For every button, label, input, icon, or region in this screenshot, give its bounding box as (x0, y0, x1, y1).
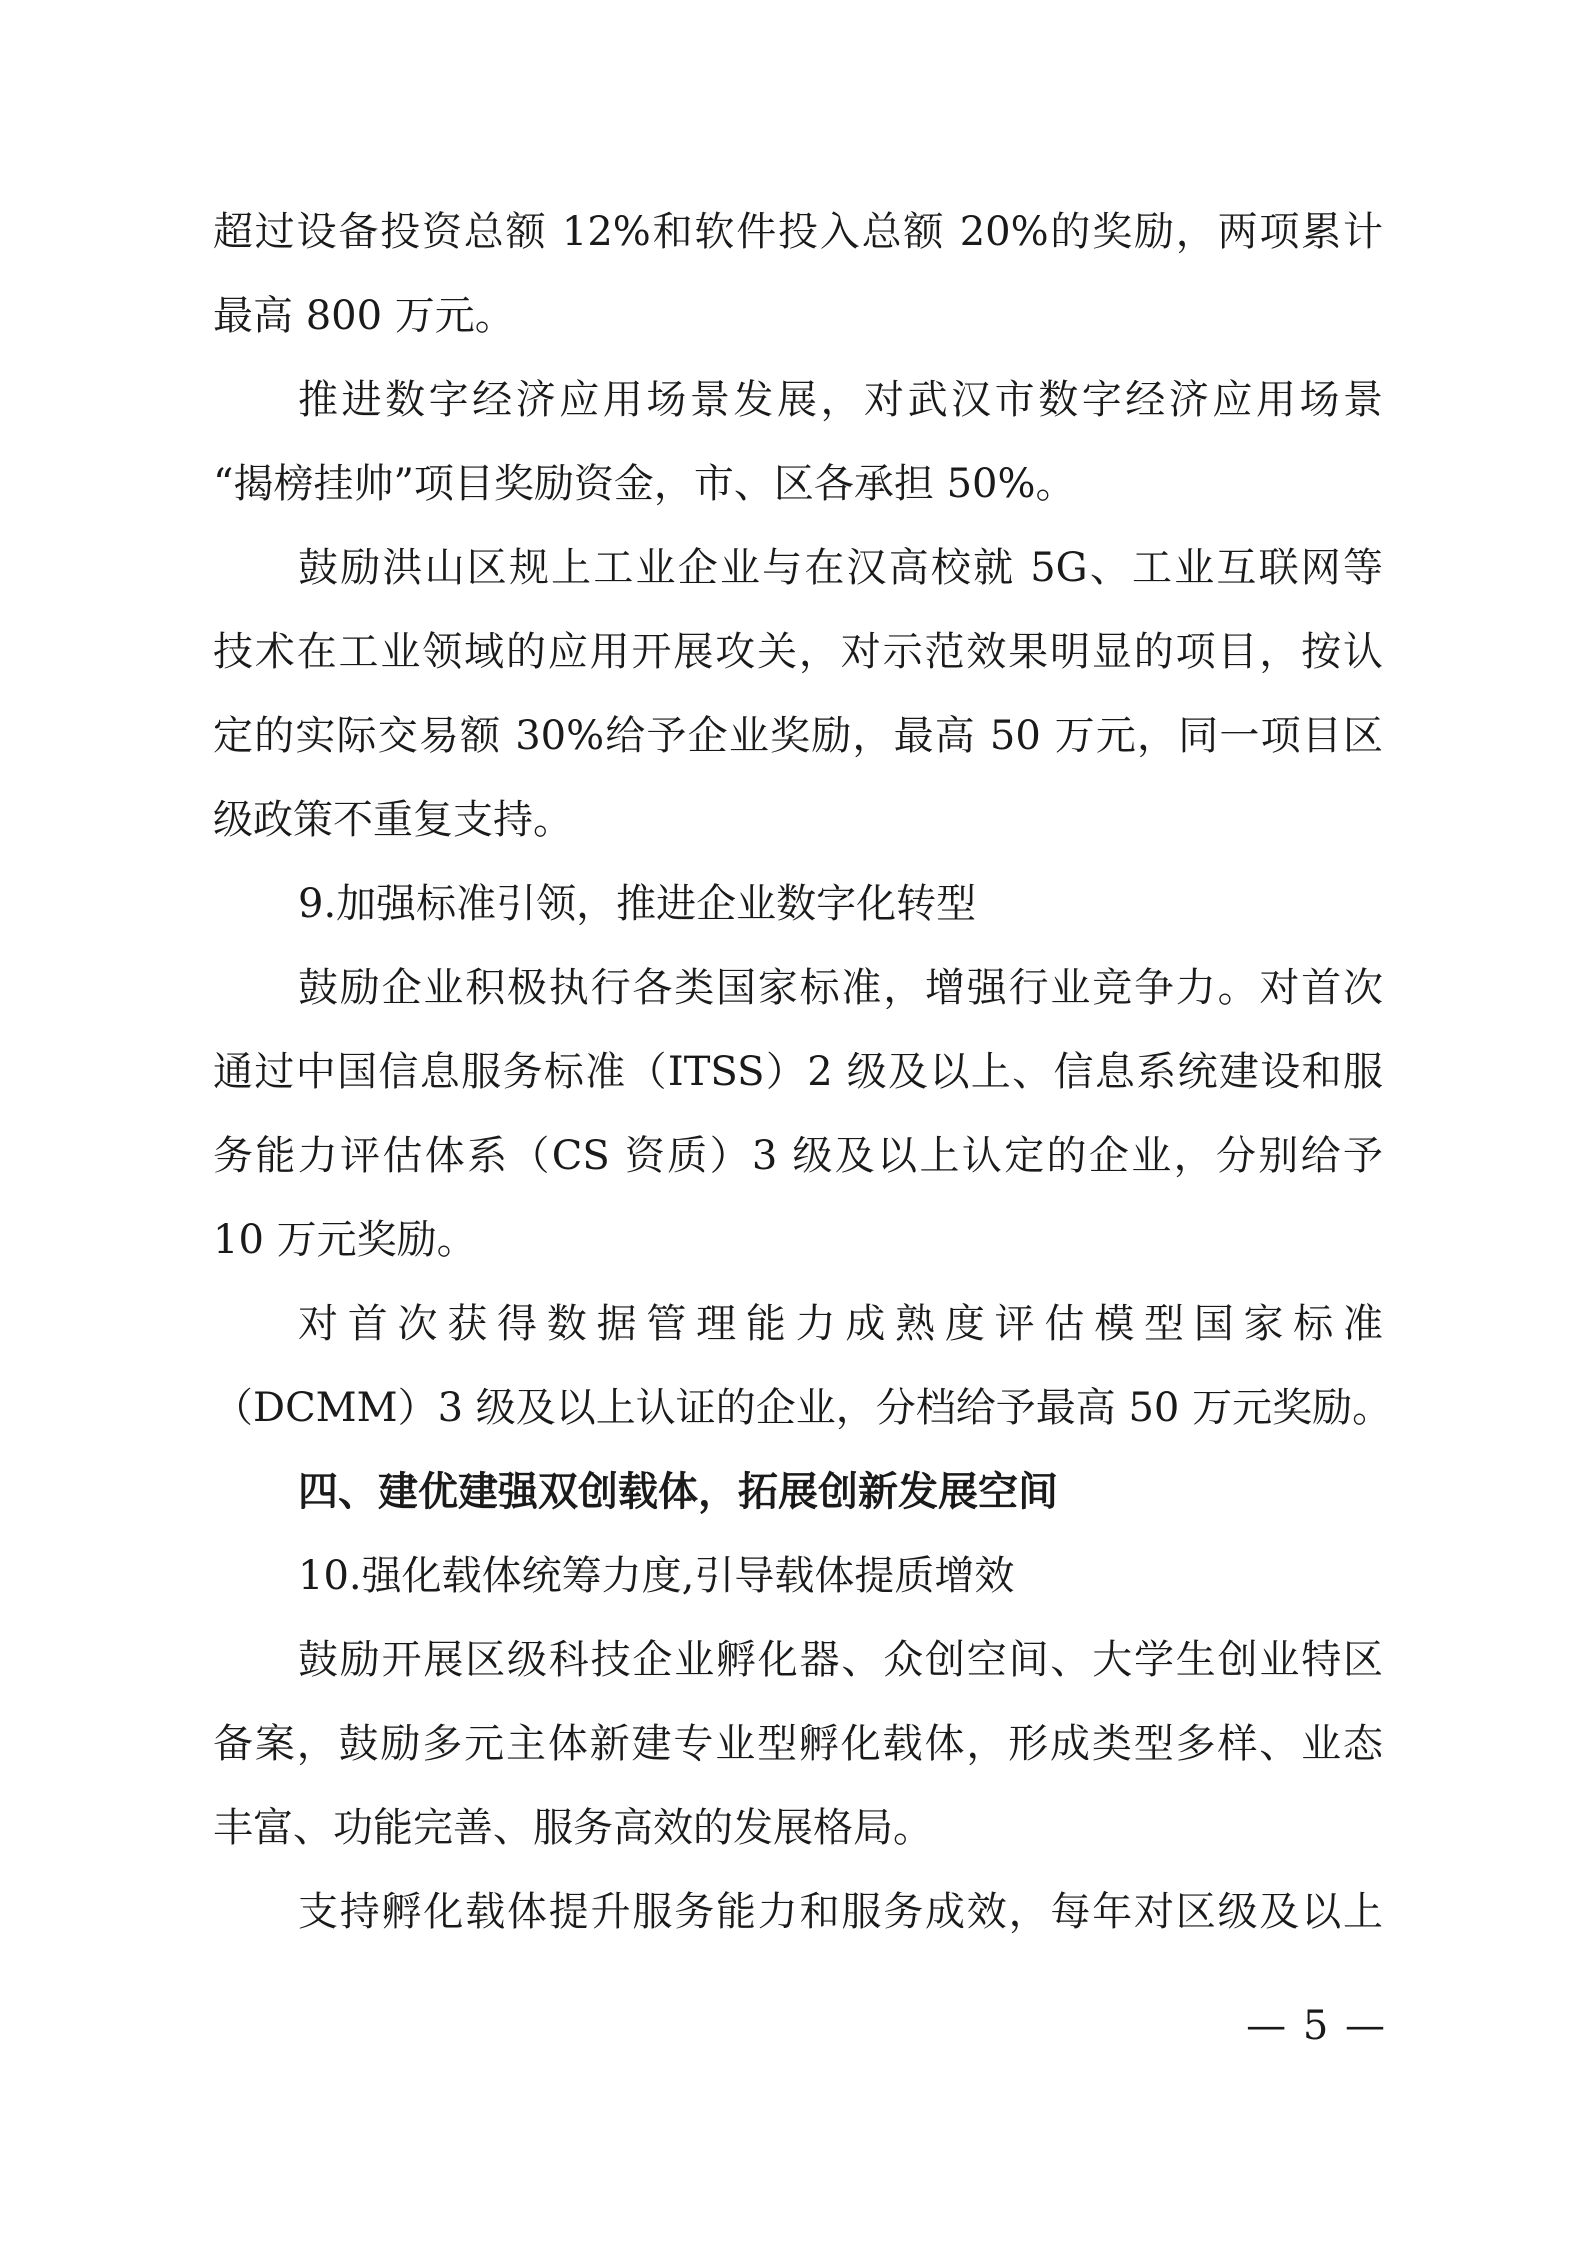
section-subheading: 10.强化载体统筹力度,引导载体提质增效 (298, 1553, 1015, 1599)
paragraph-line: “揭榜挂帅”项目奖励资金，市、区各承担 50%。 (213, 461, 1076, 507)
paragraph-line: 超过设备投资总额 12%和软件投入总额 20%的奖励，两项累计 (213, 209, 1383, 255)
paragraph-line: 最高 800 万元。 (213, 293, 515, 339)
paragraph-line: 鼓励洪山区规上工业企业与在汉高校就 5G、工业互联网等 (298, 545, 1383, 591)
page-number: — 5 — (1246, 2003, 1387, 2049)
section-heading: 四、建优建强双创载体，拓展创新发展空间 (298, 1468, 1058, 1515)
paragraph-line: 10 万元奖励。 (213, 1217, 477, 1263)
paragraph-line: （DCMM）3 级及以上认证的企业，分档给予最高 50 万元奖励。 (213, 1385, 1393, 1431)
paragraph-line: 推进数字经济应用场景发展，对武汉市数字经济应用场景 (298, 377, 1383, 423)
paragraph-line: 务能力评估体系（CS 资质）3 级及以上认定的企业，分别给予 (213, 1133, 1383, 1179)
paragraph-line: 鼓励企业积极执行各类国家标准，增强行业竞争力。对首次 (298, 965, 1383, 1011)
paragraph-line: 技术在工业领域的应用开展攻关，对示范效果明显的项目，按认 (213, 629, 1383, 675)
paragraph-line: 定的实际交易额 30%给予企业奖励，最高 50 万元，同一项目区 (213, 713, 1383, 759)
section-subheading: 9.加强标准引领，推进企业数字化转型 (298, 881, 977, 927)
paragraph-line: 丰富、功能完善、服务高效的发展格局。 (213, 1805, 933, 1851)
paragraph-line: 级政策不重复支持。 (213, 797, 573, 843)
paragraph-line: 通过中国信息服务标准（ITSS）2 级及以上、信息系统建设和服 (213, 1049, 1383, 1095)
paragraph-line: 支持孵化载体提升服务能力和服务成效，每年对区级及以上 (298, 1889, 1383, 1935)
paragraph-line: 备案，鼓励多元主体新建专业型孵化载体，形成类型多样、业态 (213, 1721, 1383, 1767)
paragraph-line: 对首次获得数据管理能力成熟度评估模型国家标准 (298, 1301, 1383, 1347)
paragraph-line: 鼓励开展区级科技企业孵化器、众创空间、大学生创业特区 (298, 1637, 1383, 1683)
